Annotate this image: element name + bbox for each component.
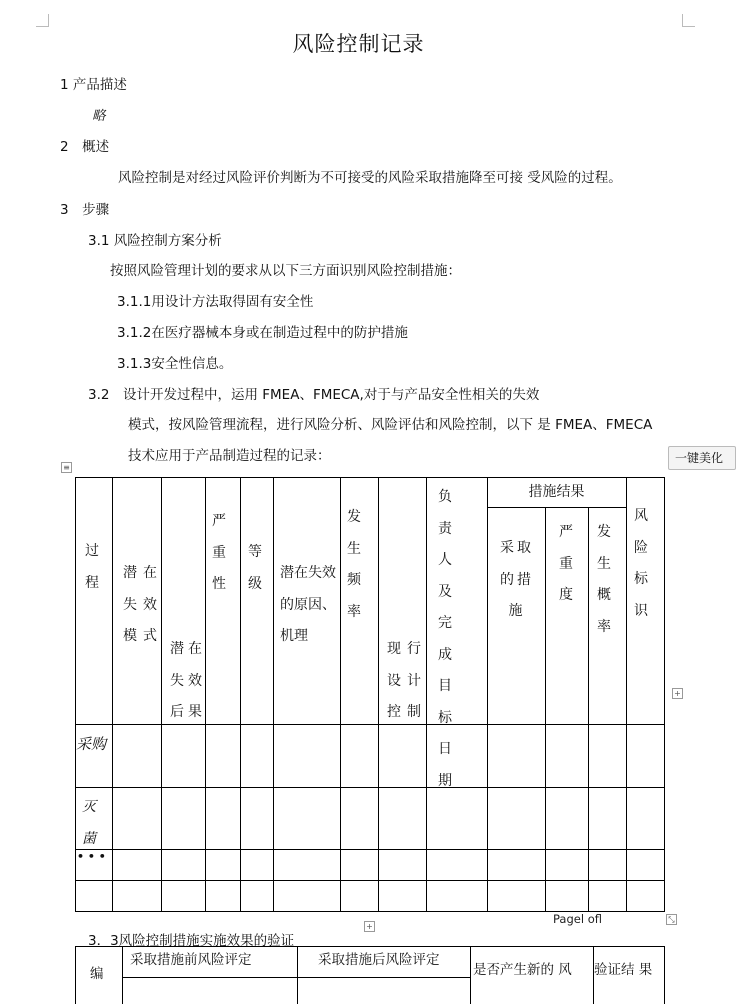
section-3-2-line1: 3.2 设计开发过程中，运用 FMEA、FMECA,对于与产品安全性相关的失效 [88, 387, 540, 403]
table2-col1: 编 [90, 966, 104, 982]
header-failure-effect: 潜在失效后果 [170, 641, 206, 720]
header-failure-mode: 潜在失效模式 [123, 565, 163, 644]
header-action-taken: 采取的措施 [500, 540, 534, 619]
section-3-1-2: 3.1.2在医疗器械本身或在制造过程中的防护措施 [117, 325, 408, 341]
table2-col4: 是否产生新的 风 [473, 962, 572, 978]
beautify-button[interactable]: 一键美化 [668, 446, 736, 470]
section-2-heading: 2 概述 [60, 139, 110, 155]
table2-col3: 采取措施后风险评定 [318, 952, 440, 968]
section-2-body: 风险控制是对经过风险评价判断为不可接受的风险采取措施降至可接 受风险的过程。 [118, 170, 622, 186]
header-res-occurrence: 发生概率 [597, 524, 611, 635]
section-1-body: 略 [92, 108, 106, 124]
section-3-1-3: 3.1.3安全性信息。 [117, 356, 233, 372]
section-3-3-heading: 3．3风险控制措施实施效果的验证 [88, 933, 295, 949]
section-3-heading: 3 步骤 [60, 202, 110, 218]
column-expand-icon[interactable]: + [672, 688, 683, 699]
table-resize-icon[interactable]: ⤡ [666, 914, 677, 925]
header-owner: 负责人及完成目标日期 [438, 489, 472, 789]
section-3-1-intro: 按照风险管理计划的要求从以下三方面识别风险控制措施： [110, 263, 461, 279]
row-procurement: 采购 [76, 735, 107, 753]
header-process: 过程 [85, 543, 99, 591]
table2-col2: 采取措施前风险评定 [130, 952, 252, 968]
row-sterilization: 灭菌 [82, 799, 96, 847]
header-grade: 等级 [248, 544, 262, 592]
header-severity: 严重性 [212, 513, 226, 592]
section-3-1-1: 3.1.1用设计方法取得固有安全性 [117, 294, 314, 310]
row-ellipsis: • • • [77, 850, 106, 863]
section-1-heading: 1 产品描述 [60, 77, 127, 93]
table-anchor-icon[interactable]: ≡ [61, 462, 72, 473]
header-occurrence: 发生频率 [347, 509, 361, 620]
section-3-1-heading: 3.1 风险控制方案分析 [88, 233, 222, 249]
page-indicator: Pagel ofl [553, 912, 602, 926]
header-res-severity: 严重度 [559, 524, 573, 603]
header-risk-flag: 风险标识 [634, 508, 648, 619]
header-current-control: 现行设计控制 [387, 641, 427, 720]
table2-col5: 验证结 果 [594, 962, 653, 978]
section-3-2-line2: 模式，按风险管理流程，进行风险分析、风险评估和风险控制，以下 是 FMEA、FMECA [128, 417, 653, 433]
row-expand-icon[interactable]: + [364, 921, 375, 932]
header-cause: 潜在失效的原因、机理 [280, 565, 336, 644]
page-title: 风险控制记录 [292, 32, 425, 56]
section-3-2-line3: 技术应用于产品制造过程的记录： [128, 448, 331, 464]
header-results-group: 措施结果 [528, 484, 585, 500]
